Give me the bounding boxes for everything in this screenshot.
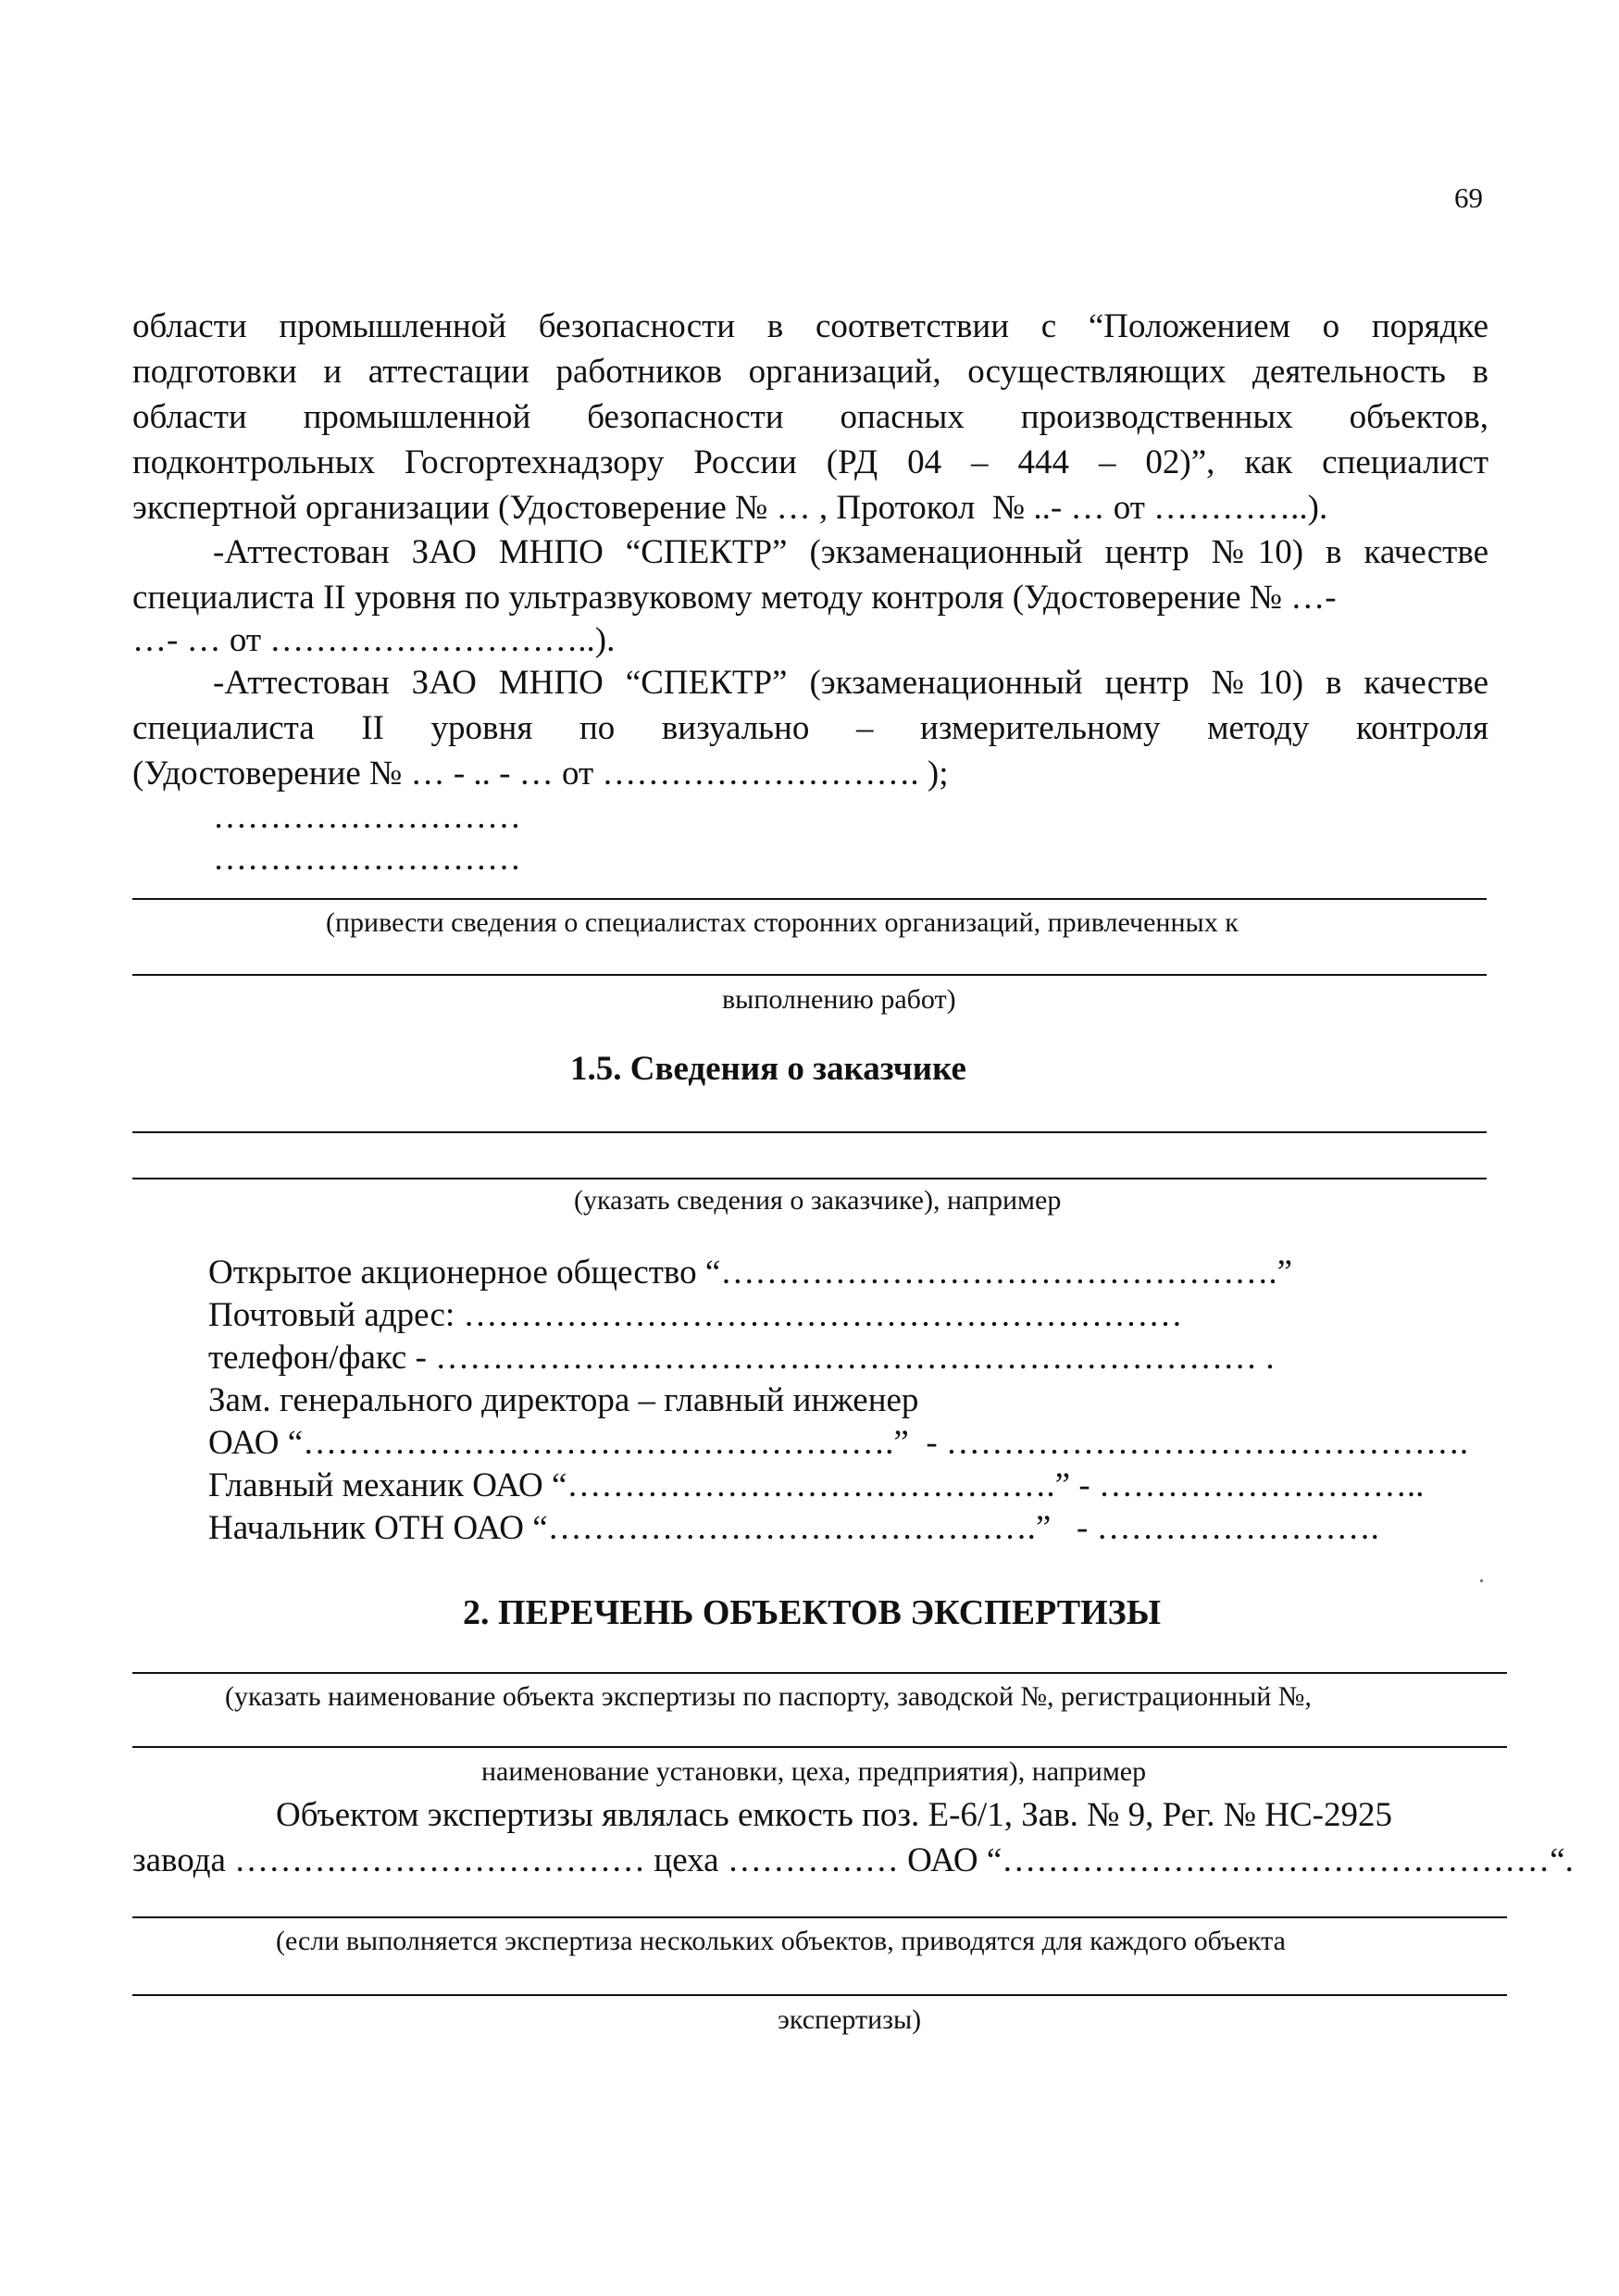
customer-line: Зам. генерального директора – главный инженер	[208, 1381, 919, 1419]
object-line: Объектом экспертизы являлась емкость поз. Е-6/1, Зав. № 9, Рег. № НС-2925	[276, 1796, 1392, 1834]
body-line: специалиста II уровня по визуально – измерительному методу контроля	[132, 709, 1488, 747]
page-number: 69	[1454, 181, 1483, 214]
customer-line: Почтовый адрес: ………………………………………………………	[208, 1296, 1183, 1334]
fill-in-line	[132, 974, 1487, 976]
fill-in-line	[132, 1178, 1487, 1179]
speck-mark	[1480, 1579, 1483, 1582]
multi-object-caption: экспертизы)	[778, 2004, 922, 2035]
fill-in-line	[132, 898, 1487, 900]
multi-object-caption: (если выполняется экспертиза нескольких объектов, приводятся для каждого объекта	[276, 1926, 1286, 1956]
specialists-caption: (привести сведения о специалистах сторонних организаций, привлеченных к	[326, 907, 1239, 938]
body-line: области промышленной безопасности опасных производственных объектов,	[132, 398, 1488, 436]
body-line: подконтрольных Госгортехнадзору России (РД 04 – 444 – 02)”, как специалист	[132, 443, 1488, 481]
customer-line: Главный механик ОАО “…………………………………….” - ………………………..	[208, 1466, 1425, 1504]
body-line: подготовки и аттестации работников организаций, осуществляющих деятельность в	[132, 353, 1488, 391]
specialists-caption: выполнению работ)	[722, 984, 956, 1015]
body-line: …- … от ………………………..).	[132, 621, 616, 659]
body-line: -Аттестован ЗАО МНПО “СПЕКТР” (экзаменационный центр №10) в качестве	[213, 664, 1488, 702]
dotted-placeholder: ………………………	[213, 840, 521, 878]
customer-line: телефон/факс - ……………………………………………………………… .	[208, 1339, 1275, 1377]
dotted-placeholder: ………………………	[213, 798, 521, 836]
fill-in-line	[132, 1994, 1507, 1996]
fill-in-line	[132, 1746, 1507, 1748]
object-caption: наименование установки, цеха, предприятия), например	[481, 1756, 1147, 1787]
fill-in-line	[132, 1131, 1487, 1133]
section-heading-1-5: 1.5. Сведения о заказчике	[570, 1050, 966, 1088]
fill-in-line	[132, 1672, 1507, 1674]
body-line: (Удостоверение № … - .. - … от ………………………. );	[132, 755, 949, 792]
section-heading-2: 2. ПЕРЕЧЕНЬ ОБЪЕКТОВ ЭКСПЕРТИЗЫ	[463, 1593, 1162, 1632]
fill-in-line	[132, 1916, 1507, 1918]
object-line: завода ……………………………… цеха …………… ОАО “…………………………………………“.	[132, 1841, 1574, 1879]
customer-caption: (указать сведения о заказчике), например	[574, 1185, 1062, 1216]
body-line: специалиста II уровня по ультразвуковому методу контроля (Удостоверение № …-	[132, 579, 1337, 617]
body-line: области промышленной безопасности в соответствии с “Положением о порядке	[132, 307, 1488, 345]
customer-line: Начальник ОТН ОАО “…………………………………….” - …………………….	[208, 1509, 1379, 1547]
body-line: экспертной организации (Удостоверение № … , Протокол № ..- … от …………..).	[132, 489, 1328, 527]
body-line: -Аттестован ЗАО МНПО “СПЕКТР” (экзаменационный центр №10) в качестве	[213, 533, 1488, 571]
customer-line: ОАО “…………………………………………….” - ……………………………………….	[208, 1424, 1469, 1462]
customer-line: Открытое акционерное общество “………………………………………….”	[208, 1254, 1292, 1292]
object-caption: (указать наименование объекта экспертизы по паспорту, заводской №, регистрационный №,	[225, 1681, 1312, 1712]
